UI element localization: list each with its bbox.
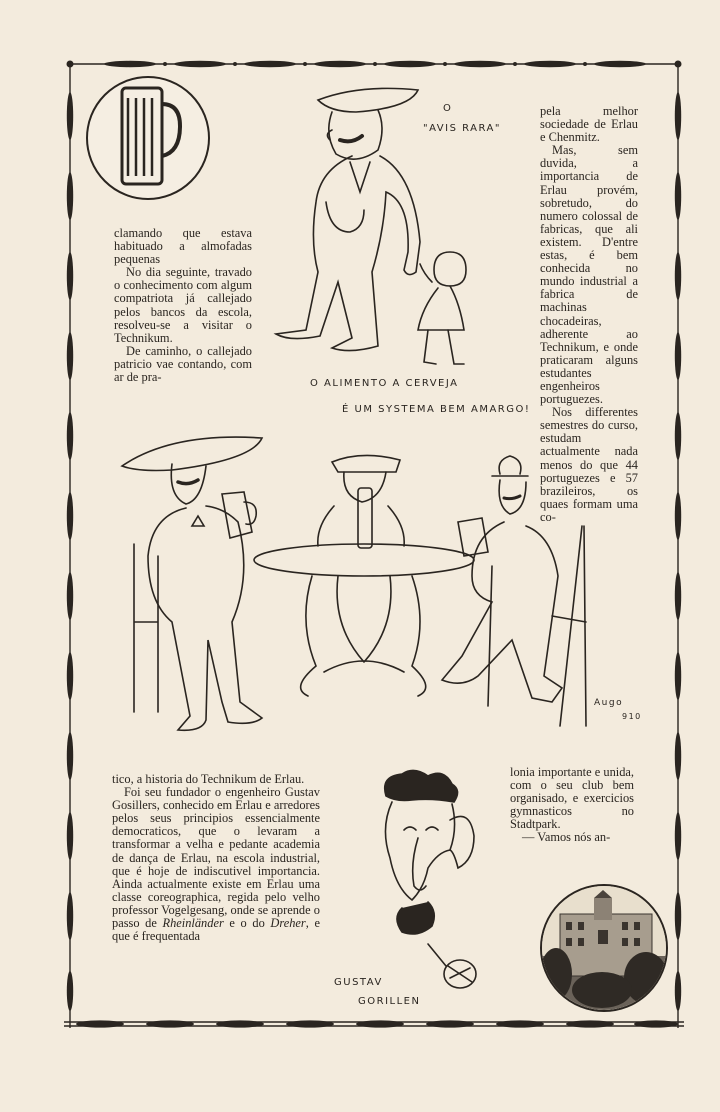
signature-name: Augo	[594, 698, 624, 708]
illustration-three-men-at-table	[112, 426, 612, 752]
paragraph: lonia importante e unida, com o seu club bem organisado, e exercicios gymnasticos no Stadtpark.	[510, 765, 634, 832]
paragraph	[112, 786, 320, 943]
caption-avis-rara-2: "AVIS RARA"	[423, 123, 501, 134]
beer-mug-medallion	[84, 74, 212, 202]
paragraph: Mas, sem duvida, a importancia de Erlau provém, sobretudo, do numero colossal de fabricas, que ali existem. D'entre estas, é bem conhecida no mundo industrial a fabrica de machinas chocadeiras, adherente ao Technikum, e onde praticaram alguns estudantes engenheiros portuguezes.	[540, 143, 638, 407]
text-column-left-top	[114, 227, 252, 384]
text-column-right-bottom	[510, 766, 634, 845]
dance-name-rheinlander: Rheinländer	[162, 916, 224, 931]
paragraph-text: , e que é frequentada	[112, 916, 320, 944]
caricature-gustav-gorillen	[362, 768, 498, 1004]
caption-alimento-2: É UM SYSTEMA BEM AMARGO!	[342, 404, 531, 415]
caption-gustav: GUSTAV	[334, 977, 383, 988]
paragraph: Nos differentes semestres do curso, estudam actualmente nada menos do que 44 portuguezes e 57 brazileiros, os quaes formam uma co-	[540, 405, 638, 524]
paragraph: tico, a historia do Technikum de Erlau.	[112, 772, 305, 786]
dance-name-dreher: Dreher	[270, 916, 306, 931]
paragraph: — Vamos nós an-	[522, 830, 611, 845]
paragraph-text: e o do	[229, 916, 265, 931]
caption-gorillen: GORILLEN	[358, 996, 421, 1007]
text-column-left-bottom	[112, 773, 320, 943]
paragraph: pela melhor sociedade de Erlau e Chenmitz.	[540, 104, 638, 145]
paragraph-text: Foi seu fundador o engenheiro Gustav Gosillers, conhecido em Erlau e arredores pelos seus principios essencialmente democraticos, que o levaram a transformar a velha e pedante academia de dança de Erlau, na escola industrial, que é hoje de indiscutivel importancia. Ainda actualmente existe em Erlau uma classe coreographica, regida pelo velho professor Vogelgesang, onde se aprende o passo de	[112, 785, 320, 931]
caption-alimento-1: O ALIMENTO A CERVEJA	[310, 378, 459, 389]
paragraph: No dia seguinte, travado o conhecimento com algum compatriota já callejado pelos bancos da escola, resolveu-se a visitar o Technikum.	[114, 265, 252, 345]
technikum-building-photo	[540, 884, 668, 1012]
caption-avis-rara-1: O	[443, 103, 453, 114]
building-photo-image	[542, 886, 666, 1010]
signature-year: 910	[622, 712, 642, 721]
paragraph: clamando que estava habituado a almofadas pequenas	[114, 226, 252, 267]
paragraph: De caminho, o callejado patricio vae contando, com ar de pra-	[114, 343, 252, 385]
